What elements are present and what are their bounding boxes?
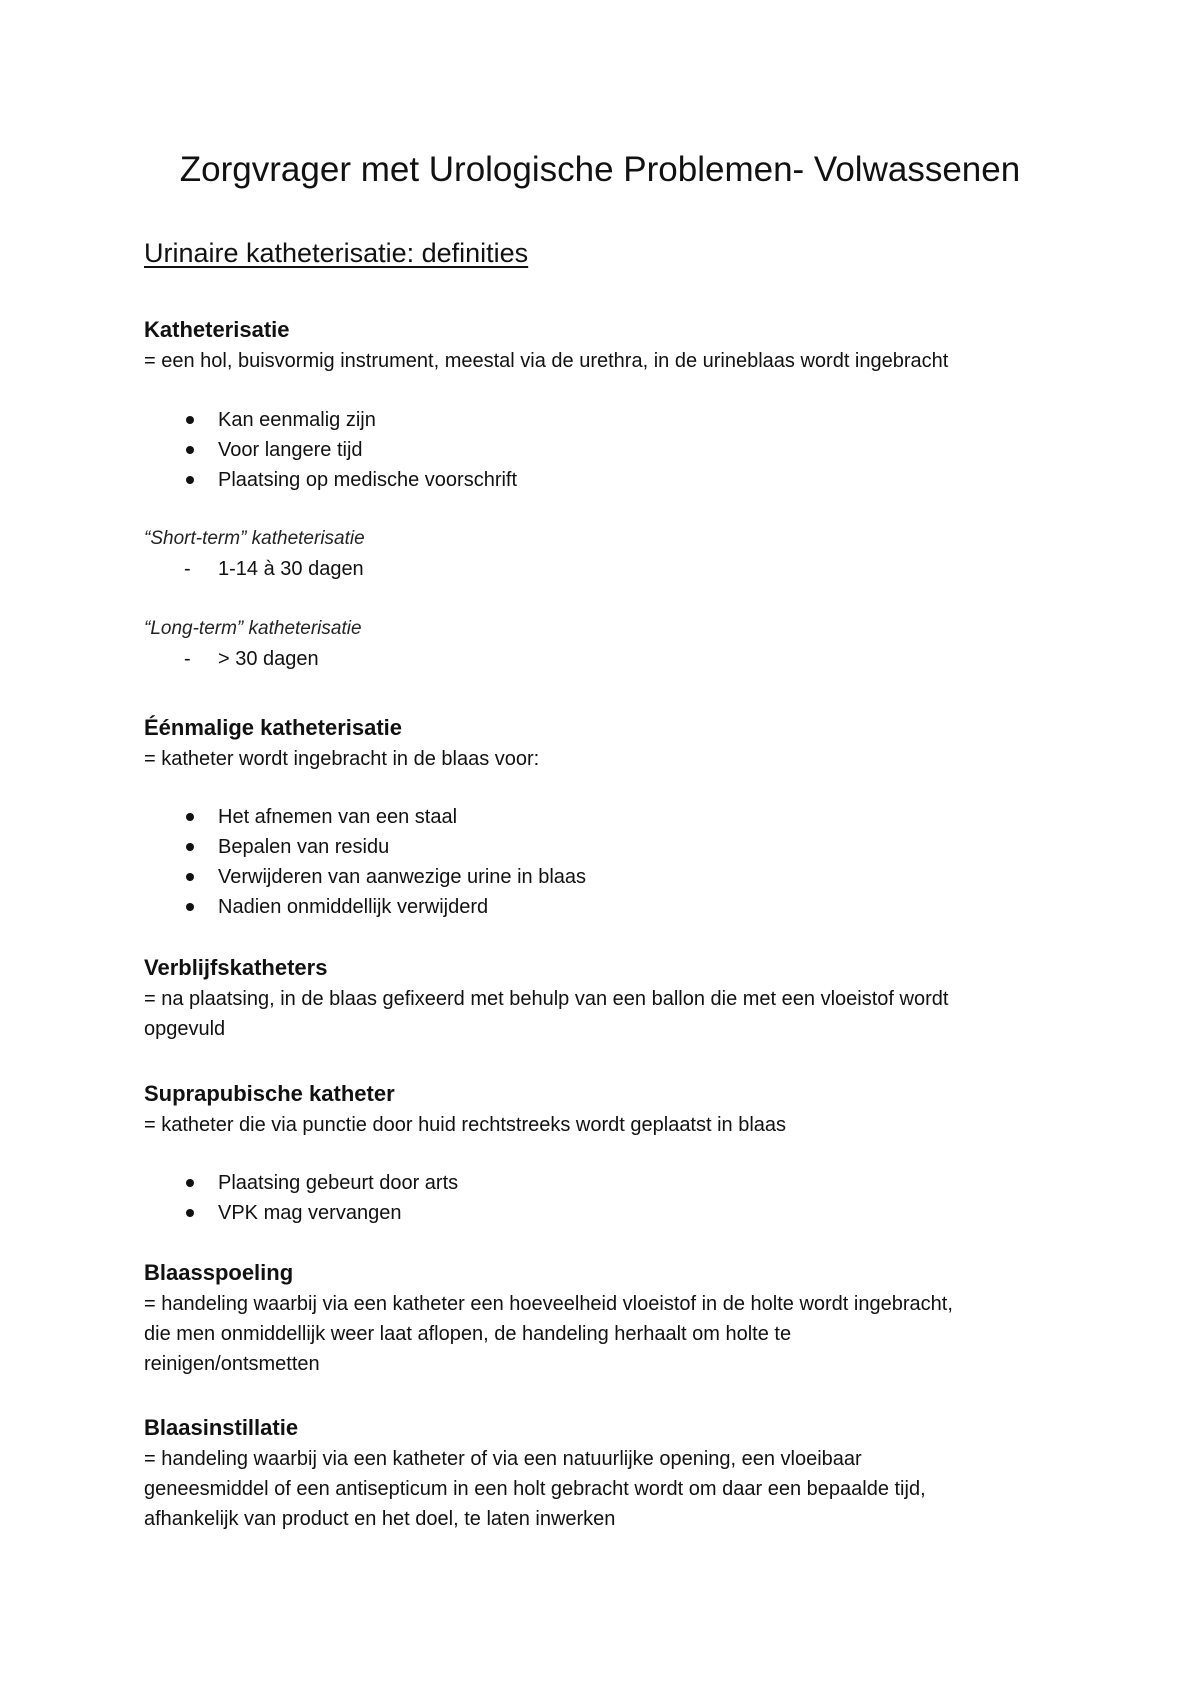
list-item: VPK mag vervangen [144,1198,1084,1228]
blaasinstillatie-definition-line: geneesmiddel of een antisepticum in een holt gebracht wordt om daar een bepaalde tijd, [144,1478,926,1500]
suprapubische-heading: Suprapubische katheter [144,1081,395,1106]
bullet-icon [186,873,194,881]
katheterisatie-definition: = een hol, buisvormig instrument, meestal via de urethra, in de urineblaas wordt ingebracht [144,350,949,372]
list-item: Verwijderen van aanwezige urine in blaas [144,862,1084,892]
list-item: Plaatsing op medische voorschrift [144,465,1084,495]
verblijfskatheters-heading: Verblijfskatheters [144,955,328,980]
bullet-icon [186,416,194,424]
bullet-icon [186,446,194,454]
blaasinstillatie-section [144,1412,1084,1534]
blaasinstillatie-definition-line: afhankelijk van product en het doel, te laten inwerken [144,1508,616,1530]
blaasinstillatie-definition-line: = handeling waarbij via een katheter of via een natuurlijke opening, een vloeibaar [144,1448,862,1470]
bullet-icon [186,476,194,484]
suprapubische-definition: = katheter die via punctie door huid rechtstreeks wordt geplaatst in blaas [144,1114,787,1136]
short-term-section [144,524,1084,584]
long-term-label: “Long-term” katheterisatie [144,618,362,639]
blaasspoeling-definition-line: die men onmiddellijk weer laat aflopen, de handeling herhaalt om holte te [144,1323,792,1345]
blaasspoeling-heading: Blaasspoeling [144,1260,294,1285]
list-item: Het afnemen van een staal [144,802,1084,832]
list-item: - 1-14 à 30 dagen [144,554,1084,584]
katheterisatie-bullets [144,405,1084,495]
bullet-icon [186,1179,194,1187]
blaasinstillatie-heading: Blaasinstillatie [144,1415,299,1440]
blaasspoeling-definition-line: reinigen/ontsmetten [144,1353,320,1375]
list-item: Voor langere tijd [144,435,1084,465]
eenmalige-definition: = katheter wordt ingebracht in de blaas voor: [144,748,540,770]
suprapubische-section [144,1078,1084,1140]
list-item: Bepalen van residu [144,832,1084,862]
short-term-label: “Short-term” katheterisatie [144,528,365,549]
blaasspoeling-definition-line: = handeling waarbij via een katheter een hoeveelheid vloeistof in de holte wordt ingebracht, [144,1293,953,1315]
dash-icon: - [184,648,191,670]
list-item: - > 30 dagen [144,644,1084,674]
bullet-icon [186,843,194,851]
eenmalige-bullets [144,802,1084,922]
verblijfskatheters-section [144,952,1084,1044]
eenmalige-section [144,712,1084,774]
katheterisatie-heading: Katheterisatie [144,317,290,342]
eenmalige-heading: Éénmalige katheterisatie [144,715,403,740]
katheterisatie-section [144,314,1084,376]
bullet-icon [186,813,194,821]
bullet-icon [186,903,194,911]
long-term-section [144,614,1084,674]
verblijfskatheters-definition-line: = na plaatsing, in de blaas gefixeerd met behulp van een ballon die met een vloeistof wordt [144,988,949,1010]
list-item: Kan eenmalig zijn [144,405,1084,435]
bullet-icon [186,1209,194,1217]
dash-icon: - [184,558,191,580]
suprapubische-bullets [144,1168,1084,1228]
verblijfskatheters-definition-line: opgevuld [144,1018,226,1040]
list-item: Plaatsing gebeurt door arts [144,1168,1084,1198]
document-title: Zorgvrager met Urologische Problemen- Volwassenen [179,150,1021,189]
section-title: Urinaire katheterisatie: definities [144,238,529,268]
blaasspoeling-section [144,1257,1084,1379]
list-item: Nadien onmiddellijk verwijderd [144,892,1084,922]
